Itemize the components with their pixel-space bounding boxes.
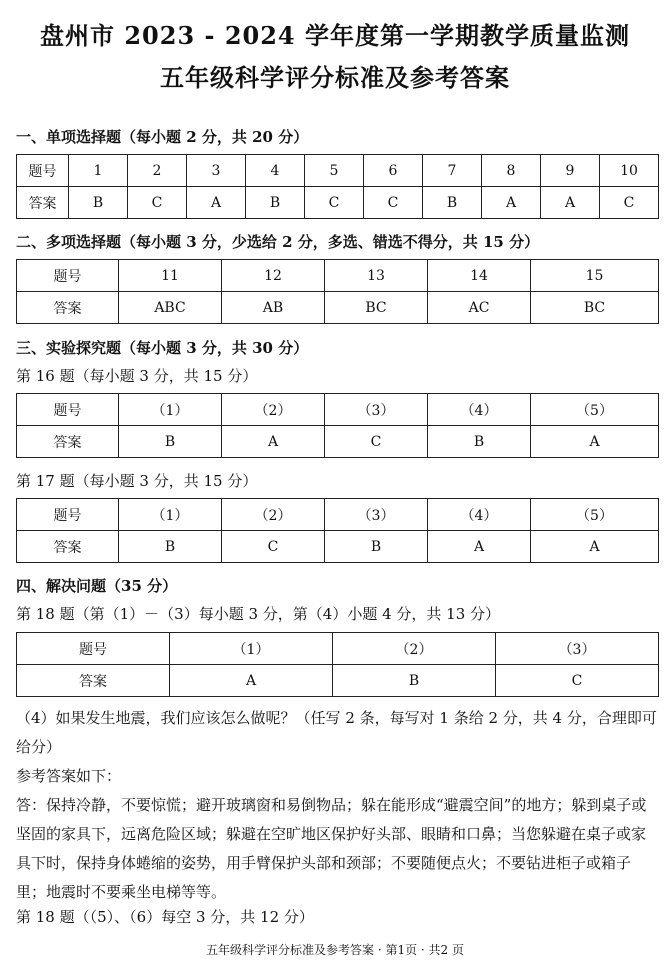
answer-cell: BC — [325, 292, 428, 324]
row-label: 答案 — [17, 531, 119, 563]
section3-heading: 三、实验探究题（每小题 3 分，共 30 分） — [16, 339, 309, 357]
question-number: 7 — [423, 155, 482, 187]
question-number: 4 — [246, 155, 305, 187]
answer-cell: C — [496, 665, 659, 697]
row-label: 题号 — [17, 499, 119, 531]
answer-cell: C — [325, 426, 428, 458]
answer-cell: B — [119, 426, 222, 458]
answer-cell: B — [423, 187, 482, 219]
question-number: （1） — [119, 499, 222, 531]
row-label: 题号 — [17, 633, 170, 665]
answer-cell: B — [69, 187, 128, 219]
question-number: （3） — [325, 499, 428, 531]
q4-question: （4）如果发生地震，我们应该怎么做呢？（任写 2 条，每写对 1 条给 2 分，共 4 分，合理即可给分） — [16, 709, 657, 756]
question-number: （4） — [428, 499, 531, 531]
q16-table — [16, 393, 659, 458]
answer-cell: A — [170, 665, 333, 697]
answer-cell: A — [482, 187, 541, 219]
question-number: 3 — [187, 155, 246, 187]
question-number: 2 — [128, 155, 187, 187]
row-label: 答案 — [17, 187, 69, 219]
question-number: （3） — [325, 394, 428, 426]
answer-cell: A — [222, 426, 325, 458]
question-number: （2） — [222, 499, 325, 531]
row-label: 题号 — [17, 155, 69, 187]
question-number: （3） — [496, 633, 659, 665]
answer-cell: A — [187, 187, 246, 219]
answer-cell: B — [119, 531, 222, 563]
row-label: 题号 — [17, 260, 119, 292]
question-number: 5 — [305, 155, 364, 187]
section2-heading: 二、多项选择题（每小题 3 分，少选给 2 分，多选、错选不得分，共 15 分） — [16, 233, 540, 251]
question-number: （2） — [222, 394, 325, 426]
question-number: 13 — [325, 260, 428, 292]
question-number: 1 — [69, 155, 128, 187]
question-number: 6 — [364, 155, 423, 187]
answer-cell: BC — [531, 292, 659, 324]
table-row-numbers — [17, 394, 659, 426]
question-number: 9 — [541, 155, 600, 187]
answer-cell: AC — [428, 292, 531, 324]
answer-cell: AB — [222, 292, 325, 324]
answer-cell: B — [325, 531, 428, 563]
question-number: （5） — [531, 499, 659, 531]
q17-heading: 第 17 题（每小题 3 分，共 15 分） — [16, 472, 258, 490]
answer-cell: C — [600, 187, 659, 219]
question-number: （1） — [170, 633, 333, 665]
question-number: 11 — [119, 260, 222, 292]
row-label: 答案 — [17, 426, 119, 458]
question-number: （4） — [428, 394, 531, 426]
reference-answer: 答：保持冷静，不要惊慌；避开玻璃窗和易倒物品；躲在能形成“避震空间”的地方；躲到桌子或坚固的家具下，远离危险区域；躲避在空旷地区保护好头部、眼睛和口鼻；当您躲避在桌子或家具下时，保持身体蜷缩的姿势，用手臂保护头部和颈部；不要随便点火；不要钻进柜子或箱子里；地震时不要乘坐电梯等等。 — [16, 796, 647, 901]
table-row-numbers — [17, 633, 659, 665]
answer-cell: A — [428, 531, 531, 563]
table-row-numbers — [17, 260, 659, 292]
answer-cell: ABC — [119, 292, 222, 324]
answer-cell: B — [428, 426, 531, 458]
answer-cell: A — [531, 531, 659, 563]
reference-label: 参考答案如下： — [16, 767, 122, 785]
page-title: 盘州市 2023 - 2024 学年度第一学期教学质量监测 — [40, 21, 630, 50]
question-number: 12 — [222, 260, 325, 292]
answer-cell: A — [541, 187, 600, 219]
q18-heading: 第 18 题（第（1）－（3）每小题 3 分，第（4）小题 4 分，共 13 分） — [16, 605, 501, 623]
answer-cell: C — [128, 187, 187, 219]
table-row-answers — [17, 665, 659, 697]
row-label: 答案 — [17, 665, 170, 697]
section1-heading: 一、单项选择题（每小题 2 分，共 20 分） — [16, 128, 309, 146]
q56-heading: 第 18 题（（5）、（6）每空 3 分，共 12 分） — [16, 908, 314, 926]
question-number: 10 — [600, 155, 659, 187]
section4-heading: 四、解决问题（35 分） — [16, 577, 178, 595]
q18-table — [16, 632, 659, 697]
question-number: 14 — [428, 260, 531, 292]
answer-cell: B — [333, 665, 496, 697]
q16-heading: 第 16 题（每小题 3 分，共 15 分） — [16, 367, 258, 385]
q17-table — [16, 498, 659, 563]
table-row-answers — [17, 187, 659, 219]
table-row-answers — [17, 292, 659, 324]
table-row-answers — [17, 426, 659, 458]
answer-cell: B — [246, 187, 305, 219]
section1-table — [16, 154, 659, 219]
page-subtitle: 五年级科学评分标准及参考答案 — [160, 63, 510, 92]
answer-cell: C — [305, 187, 364, 219]
answer-cell: C — [222, 531, 325, 563]
question-number: （1） — [119, 394, 222, 426]
table-row-numbers — [17, 499, 659, 531]
row-label: 题号 — [17, 394, 119, 426]
page-footer: 五年级科学评分标准及参考答案 · 第1页 · 共2 页 — [206, 943, 464, 957]
answer-cell: A — [531, 426, 659, 458]
section2-table — [16, 259, 659, 324]
table-row-numbers — [17, 155, 659, 187]
question-number: （2） — [333, 633, 496, 665]
question-number: （5） — [531, 394, 659, 426]
question-number: 8 — [482, 155, 541, 187]
answer-cell: C — [364, 187, 423, 219]
table-row-answers — [17, 531, 659, 563]
question-number: 15 — [531, 260, 659, 292]
row-label: 答案 — [17, 292, 119, 324]
